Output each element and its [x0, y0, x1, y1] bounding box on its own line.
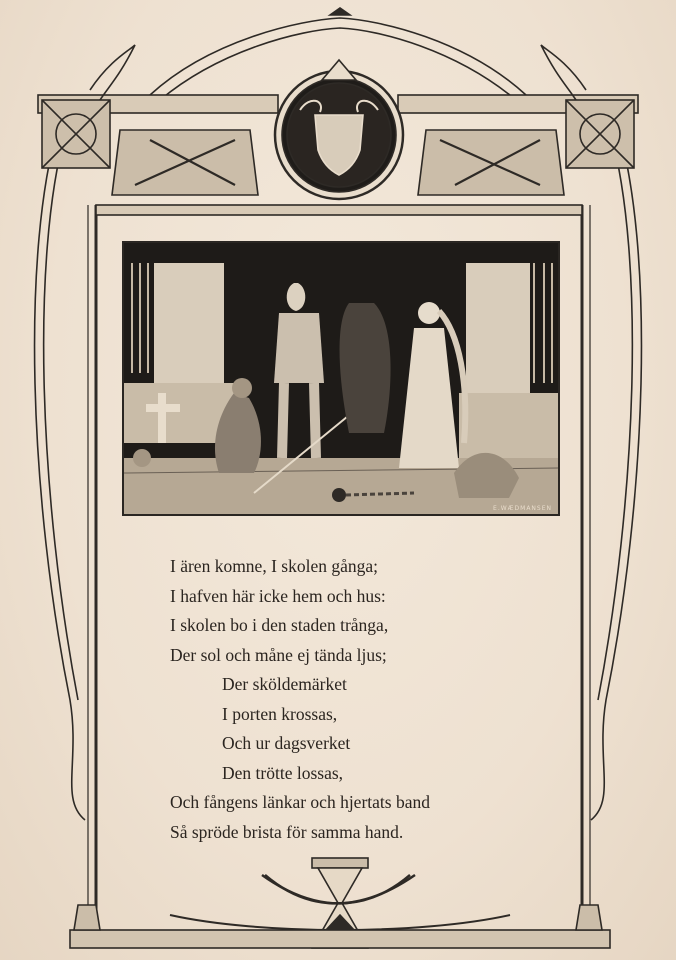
- poem-line: I porten krossas,: [222, 703, 338, 724]
- dungeon-scene-image: [124, 243, 558, 514]
- poem-line: Der sol och måne ej tända ljus;: [170, 644, 387, 665]
- poem-line: I ären komne, I skolen gånga;: [170, 556, 378, 576]
- poem-line: I skolen bo i den staden trånga,: [170, 615, 389, 635]
- poem-line: Så spröde brista för samma hand.: [170, 821, 404, 842]
- engraved-illustration: [122, 241, 560, 516]
- poem-line: Och ur dagsverket: [222, 733, 351, 753]
- poem-line: Der sköldemärket: [222, 674, 347, 694]
- poem-line: Den trötte lossas,: [222, 762, 344, 783]
- artist-signature: E.WÆDMANSEN: [493, 505, 552, 512]
- poem-line: Och fångens länkar och hjertats band: [170, 792, 430, 812]
- poem-line: I hafven här icke hem och hus:: [170, 585, 386, 606]
- poem-stanza: [170, 552, 550, 847]
